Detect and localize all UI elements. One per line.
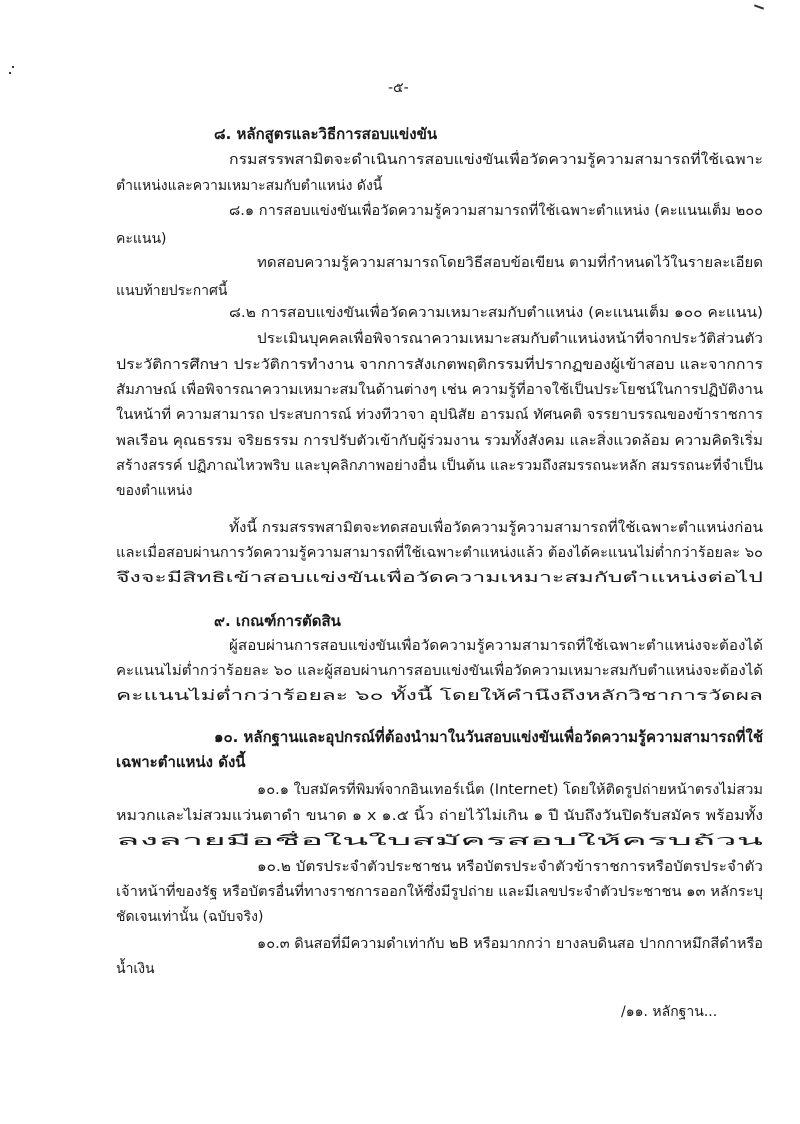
section-8-2-desc-line: สร้างสรรค์ ปฏิภาณไหวพริบ และบุคลิกภาพอย่างอื่น เป็นต้น และรวมถึงสมรรถนะหลัก สมรรถนะที่จำเป็น <box>116 458 763 474</box>
section-9-line: ผู้สอบผ่านการสอบแข่งขันเพื่อวัดความรู้ความสามารถที่ใช้เฉพาะตำแหน่งจะต้องได้ <box>229 638 763 654</box>
section-10-heading-line1: ๑๐. หลักฐานและอุปกรณ์ที่ต้องนำมาในวันสอบแข่งขันเพื่อวัดความรู้ความสามารถที่ใช้ <box>214 728 763 746</box>
section-9-heading: ๙. เกณฑ์การตัดสิน <box>214 612 341 630</box>
section-10-1-line: ๑๐.๑ ใบสมัครที่พิมพ์จากอินเทอร์เน็ต (Internet) โดยให้ติดรูปถ่ายหน้าตรงไม่สวม <box>257 782 763 798</box>
section-8-note-line: และเมื่อสอบผ่านการวัดความรู้ความสามารถที่ใช้เฉพาะตำแหน่งแล้ว ต้องได้คะแนนไม่ต่ำกว่าร้อยละ ๖๐ <box>116 545 763 561</box>
section-8-2-line1: ๘.๒ การสอบแข่งขันเพื่อวัดความเหมาะสมกับตำแหน่ง (คะแนนเต็ม ๑๐๐ คะแนน) <box>229 305 763 321</box>
page-number: -๕- <box>388 80 409 96</box>
section-10-1-line: หมวกและไม่สวมแว่นตาดำ ขนาด ๑ x ๑.๕ นิ้ว ถ่ายไว้ไม่เกิน ๑ ปี นับถึงวันปิดรับสมัคร พร้อมทั้ง <box>116 808 763 824</box>
section-8-1-line2: คะแนน) <box>116 231 167 247</box>
section-8-2-desc-line: ในหน้าที่ ความสามารถ ประสบการณ์ ท่วงทีวาจา อุปนิสัย อารมณ์ ทัศนคติ จรรยาบรรณของข้าราชการ <box>116 407 764 423</box>
section-10-2-line: เจ้าหน้าที่ของรัฐ หรือบัตรอื่นที่ทางราชการออกให้ซึ่งมีรูปถ่าย และมีเลขประจำตัวประชาชน ๑๓ หลักระบุ <box>116 884 763 900</box>
section-8-heading: ๘. หลักสูตรและวิธีการสอบแข่งขัน <box>214 125 438 143</box>
scan-speck <box>9 72 11 74</box>
section-8-2-desc-line: พลเรือน คุณธรรม จริยธรรม การปรับตัวเข้ากับผู้ร่วมงาน รวมทั้งสังคม และสิ่งแวดล้อม ความคิดริเริ่ม <box>116 433 763 449</box>
section-9-line: คะแนนไม่ต่ำกว่าร้อยละ ๖๐ และผู้สอบผ่านการสอบแข่งขันเพื่อวัดความเหมาะสมกับตำแหน่งจะต้องได้ <box>116 663 763 679</box>
section-10-2-line: ๑๐.๒ บัตรประจำตัวประชาชน หรือบัตรประจำตัวข้าราชการหรือบัตรประจำตัว <box>257 859 763 875</box>
scan-speck <box>12 66 14 68</box>
scan-mark <box>754 4 764 9</box>
section-8-intro-line2: ตำแหน่งและความเหมาะสมกับตำแหน่ง ดังนี้ <box>116 178 383 194</box>
section-10-1-line: ลงลายมือชื่อในใบสมัครสอบให้ครบถ้วน <box>116 833 763 849</box>
section-8-2-desc-line: ประวัติการศึกษา ประวัติการทำงาน จากการสังเกตพฤติกรรมที่ปรากฏของผู้เข้าสอบ และจากการ <box>116 357 763 373</box>
section-8-intro-line1: กรมสรรพสามิตจะดำเนินการสอบแข่งขันเพื่อวัดความรู้ความสามารถที่ใช้เฉพาะ <box>229 152 763 168</box>
section-10-3-line: น้ำเงิน <box>116 961 155 977</box>
section-9-line: คะแนนไม่ต่ำกว่าร้อยละ ๖๐ ทั้งนี้ โดยให้คำนึงถึงหลักวิชาการวัดผล <box>116 688 763 704</box>
section-10-2-line: ชัดเจนเท่านั้น (ฉบับจริง) <box>116 909 264 925</box>
section-10-heading-line2: เฉพาะตำแหน่ง ดังนี้ <box>116 753 246 771</box>
section-8-1-desc-line2: แนบท้ายประกาศนี้ <box>116 283 228 299</box>
section-8-2-desc-line: สัมภาษณ์ เพื่อพิจารณาความเหมาะสมในด้านต่างๆ เช่น ความรู้ที่อาจใช้เป็นประโยชน์ในการปฏิบัติงาน <box>116 382 763 398</box>
section-10-3-line: ๑๐.๓ ดินสอที่มีความดำเท่ากับ ๒B หรือมากกว่า ยางลบดินสอ ปากกาหมึกสีดำหรือ <box>257 936 763 952</box>
section-8-note-line: ทั้งนี้ กรมสรรพสามิตจะทดสอบเพื่อวัดความรู้ความสามารถที่ใช้เฉพาะตำแหน่งก่อน <box>229 520 763 536</box>
section-8-1-line1: ๘.๑ การสอบแข่งขันเพื่อวัดความรู้ความสามารถที่ใช้เฉพาะตำแหน่ง (คะแนนเต็ม ๒๐๐ <box>229 203 763 219</box>
section-8-note-line: จึงจะมีสิทธิเข้าสอบแข่งขันเพื่อวัดความเหมาะสมกับตำแหน่งต่อไป <box>116 570 763 586</box>
continuation-note: /๑๑. หลักฐาน... <box>621 1004 718 1020</box>
section-8-2-desc-line: ของตำแหน่ง <box>116 483 193 499</box>
section-8-2-desc-line: ประเมินบุคคลเพื่อพิจารณาความเหมาะสมกับตำแหน่งหน้าที่จากประวัติส่วนตัว <box>257 331 763 347</box>
section-8-1-desc-line1: ทดสอบความรู้ความสามารถโดยวิธีสอบข้อเขียน ตามที่กำหนดไว้ในรายละเอียด <box>257 255 763 271</box>
